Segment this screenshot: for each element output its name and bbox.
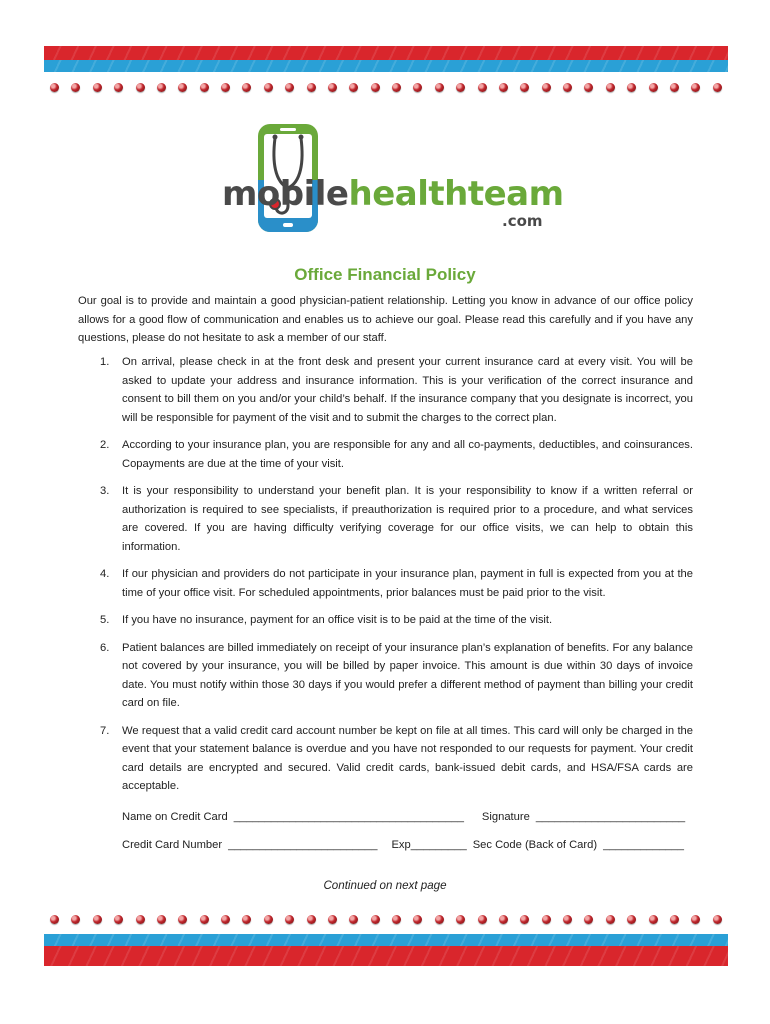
decorative-dot (606, 915, 615, 924)
decorative-dot (50, 83, 59, 92)
decorative-dot (242, 83, 251, 92)
decorative-dot (264, 915, 273, 924)
decorative-dot (371, 83, 380, 92)
decorative-dot (691, 915, 700, 924)
decorative-dot (713, 83, 722, 92)
logo-text-mobile: mobile (222, 174, 349, 214)
decorative-dot (200, 915, 209, 924)
decorative-dot (499, 83, 508, 92)
decorative-dot (71, 915, 80, 924)
decorative-dot (413, 915, 422, 924)
decorative-dot (349, 83, 358, 92)
decorative-dot (627, 83, 636, 92)
decorative-dot (242, 915, 251, 924)
sec-code-field[interactable]: _____________ (603, 838, 684, 851)
top-blue-band (44, 60, 728, 72)
decorative-dot (264, 83, 273, 92)
decorative-dot (328, 83, 337, 92)
decorative-dot (93, 915, 102, 924)
policy-item: 6. Patient balances are billed immediately on receipt of your insurance plan’s explanation of benefits. For any balance not covered by your insurance, you will be billed by paper invoice. This amount is due within 30 days of invoice date. You must notify within those 30 days if you would prefer a different method of payment than billing your credit card on file. (100, 641, 693, 709)
exp-field[interactable]: _________ (410, 838, 467, 851)
decorative-dot (178, 915, 187, 924)
signature-field[interactable]: ________________________ (535, 810, 686, 823)
continued-note: Continued on next page (323, 879, 447, 892)
decorative-dot (670, 915, 679, 924)
decorative-dot (520, 915, 529, 924)
decorative-dot (71, 83, 80, 92)
decorative-dot (157, 915, 166, 924)
page-title: Office Financial Policy (294, 265, 476, 284)
credit-card-name-row (122, 808, 693, 826)
decorative-dot (285, 83, 294, 92)
policy-item: 1. On arrival, please check in at the front desk and present your current insurance card at every visit. You will be asked to update your address and insurance information. This is your verification of the correct insurance and consent to bill them on you and/or your child’s behalf. If the insurance company that you designate is incorrect, you will be responsible for payment of the visit and to submit the charges to the correct plan. (100, 356, 693, 424)
bottom-red-band (44, 946, 728, 966)
decorative-dot (50, 915, 59, 924)
logo-text-domain: .com (502, 212, 543, 230)
bottom-blue-band (44, 934, 728, 946)
decorative-dot (157, 83, 166, 92)
policy-list (78, 353, 693, 863)
decorative-dot (413, 83, 422, 92)
decorative-dot (563, 915, 572, 924)
mobilehealthteam-logo (220, 122, 564, 242)
decorative-dot (606, 83, 615, 92)
card-number-field[interactable]: ________________________ (228, 838, 378, 851)
decorative-dot (349, 915, 358, 924)
decorative-dot (563, 83, 572, 92)
decorative-dot (649, 83, 658, 92)
decorative-dot (456, 83, 465, 92)
decorative-dot (136, 83, 145, 92)
decorative-dot (307, 83, 316, 92)
top-red-band (44, 46, 728, 60)
decorative-dot (136, 915, 145, 924)
decorative-dot (478, 915, 487, 924)
decorative-dot (435, 83, 444, 92)
decorative-dot (93, 83, 102, 92)
policy-item: 7. We request that a valid credit card account number be kept on file at all times. This card will only be charged in the event that your statement balance is overdue and you have not responded to our requests for payment. Your credit card details are encrypted and secured. Valid credit cards, bank-issued debit cards, and HSA/FSA cards are acceptable. Name on Credit Card _____________________________________ Signature ________________________ Credit Card Number ________________________ Exp _________ Sec Code (Back of Card) _____________ (78, 722, 693, 854)
decorative-dot (328, 915, 337, 924)
name-on-card-label: Name on Credit Card (122, 810, 228, 823)
card-number-label: Credit Card Number (122, 838, 223, 851)
decorative-dot (114, 915, 123, 924)
decorative-dot (520, 83, 529, 92)
exp-label: Exp (391, 838, 411, 851)
decorative-dot (542, 915, 551, 924)
decorative-dot (371, 915, 380, 924)
decorative-dot (200, 83, 209, 92)
decorative-dot (542, 83, 551, 92)
sec-code-label: Sec Code (Back of Card) (472, 838, 598, 851)
decorative-dot (307, 915, 316, 924)
decorative-dot (456, 915, 465, 924)
signature-label: Signature (481, 810, 530, 823)
decorative-dot (691, 83, 700, 92)
decorative-dot (392, 915, 401, 924)
decorative-dot (285, 915, 294, 924)
intro-paragraph: Our goal is to provide and maintain a good physician-patient relationship. Letting you know in advance of our office policy allows for a good flow of communication and enables us to achieve our goal. Please read this carefully and if you have any questions, please do not hesitate to ask a member of our staff. (78, 295, 693, 344)
decorative-dot (114, 83, 123, 92)
decorative-dot (221, 83, 230, 92)
credit-card-number-row (122, 836, 693, 854)
policy-item: 5. If you have no insurance, payment for an office visit is to be paid at the time of the visit. (100, 614, 553, 626)
policy-item: 3. It is your responsibility to understand your benefit plan. It is your responsibility to know if a written referral or authorization is required to see specialists, if preauthorization is required prior to a procedure, and what services are covered. If you are having difficulty verifying coverage for our office visits, we can help to obtain this information. (100, 485, 693, 553)
decorative-dot (584, 83, 593, 92)
decorative-dot (221, 915, 230, 924)
policy-item: 2. According to your insurance plan, you are responsible for any and all co-payments, deductibles, and coinsurances. Copayments are due at the time of your visit. (100, 439, 693, 470)
decorative-dot (670, 83, 679, 92)
logo-text-healthteam: healthteam (348, 174, 564, 214)
policy-item: 4. If our physician and providers do not participate in your insurance plan, payment in full is expected from you at the time of your office visit. For scheduled appointments, prior balances must be paid prior to the visit. (100, 568, 693, 599)
bottom-dot-row (44, 912, 728, 926)
decorative-dot (178, 83, 187, 92)
decorative-dot (435, 915, 444, 924)
decorative-dot (584, 915, 593, 924)
decorative-dot (713, 915, 722, 924)
decorative-dot (478, 83, 487, 92)
top-dot-row (44, 80, 728, 94)
decorative-dot (627, 915, 636, 924)
decorative-dot (392, 83, 401, 92)
decorative-dot (649, 915, 658, 924)
decorative-dot (499, 915, 508, 924)
name-on-card-field[interactable]: _____________________________________ (233, 810, 464, 823)
